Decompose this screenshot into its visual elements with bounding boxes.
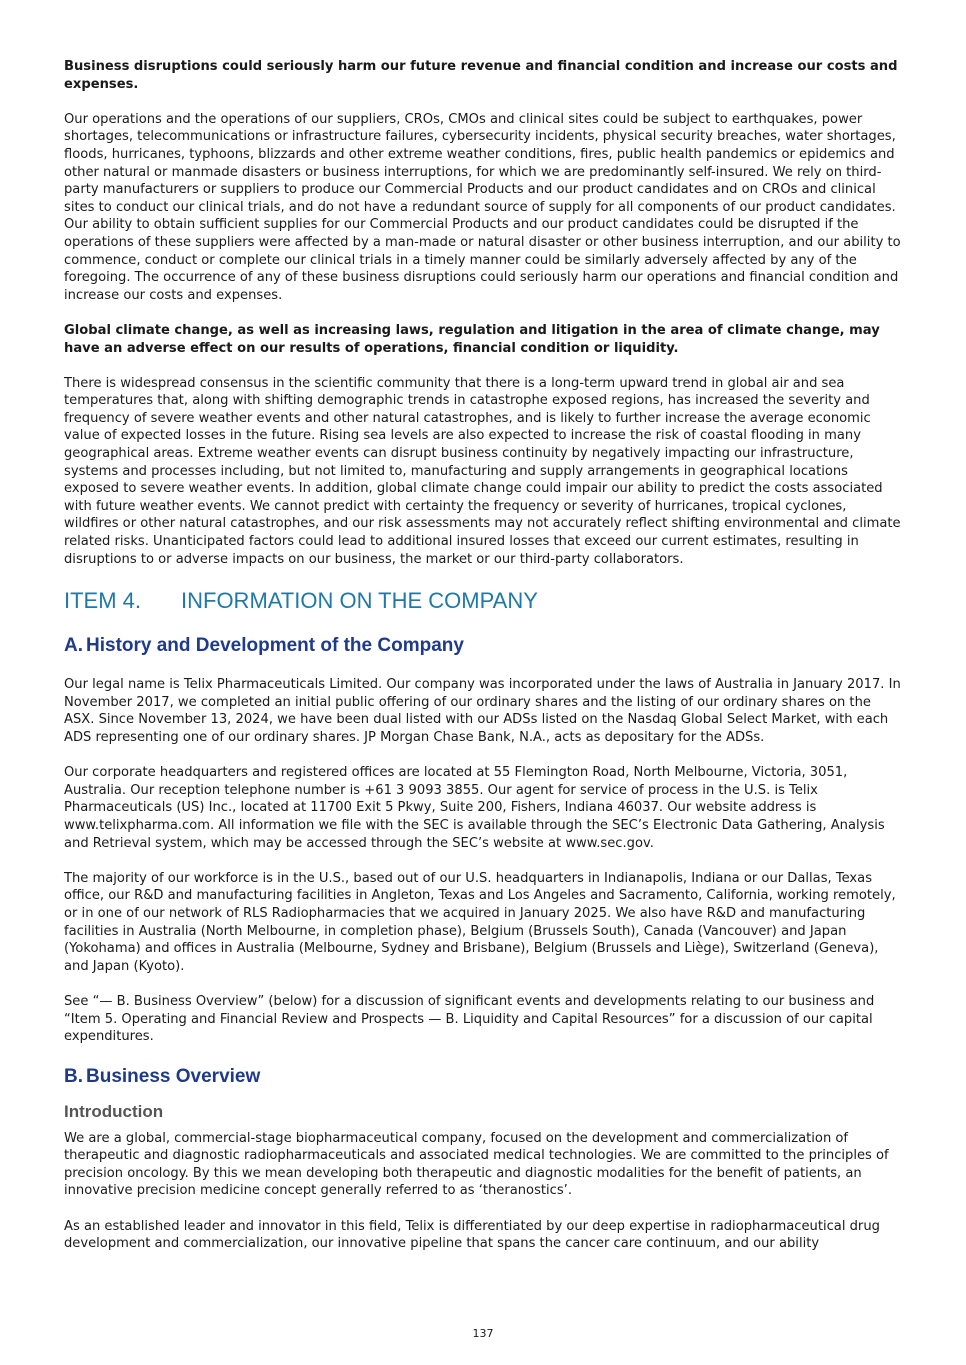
section-a-paragraph: See “— B. Business Overview” (below) for a discussion of significant events and developments relating to our business and “Item 5. Operating and Financial Review and Prospects — B. Liquidity and Capital Resources” for a discussion of our capital expenditures. bbox=[64, 993, 875, 1045]
section-a-heading bbox=[64, 633, 904, 659]
section-b-title: Business Overview bbox=[86, 1065, 261, 1087]
section-a-paragraph: Our corporate headquarters and registered offices are located at 55 Flemington Road, North Melbourne, Victoria, 3051, Australia. Our reception telephone number is +61 3 9093 3855. Our agent for service of process in the U.S. is Telix Pharmaceuticals (US) Inc., located at 11700 Exit 5 Pkwy, Suite 200, Fishers, Indiana 46037. Our website address is www.telixpharma.com. All information we file with the SEC is available through the SEC’s Electronic Data Gathering, Analysis and Retrieval system, which may be accessed through the SEC’s website at www.sec.gov. bbox=[64, 765, 885, 851]
section-b-heading bbox=[64, 1064, 904, 1090]
section-b-paragraph: We are a global, commercial-stage biopharmaceutical company, focused on the development and commercialization of therapeutic and diagnostic radiopharmaceuticals and associated medical technologies. We are committed to the principles of precision oncology. By this we mean developing both therapeutic and diagnostic modalities for the benefit of patients, an innovative precision medicine concept generally referred to as ‘theranostics’. bbox=[64, 1130, 889, 1199]
risk-body-business-disruptions: Our operations and the operations of our suppliers, CROs, CMOs and clinical sites could be subject to earthquakes, power shortages, telecommunications or infrastructure failures, cybersecurity incidents, physical security breaches, water shortages, floods, hurricanes, typhoons, blizzards and other extreme weather conditions, fires, public health pandemics or epidemics and other natural or manmade disasters or business interruptions, for which we are predominantly self-insured. We rely on third-party manufacturers or suppliers to produce our Commercial Products and our product candidates and on CROs and clinical sites to conduct our clinical trials, and do not have a redundant source of supply for all components of our product candidates. Our ability to obtain sufficient supplies for our Commercial Products and our product candidates could be disrupted if the operations of these suppliers were affected by a man-made or natural disaster or other business interruption, and our ability to commence, conduct or complete our clinical trials in a timely manner could be similarly adversely affected by any of the foregoing. The occurrence of any of these business disruptions could seriously harm our operations and financial condition and increase our costs and expenses. bbox=[64, 111, 901, 303]
page-number: 137 bbox=[472, 1327, 494, 1340]
section-b-paragraph: As an established leader and innovator in this field, Telix is differentiated by our deep expertise in radiopharmaceutical drug development and commercialization, our innovative pipeline that spans the cancer care continuum, and our ability bbox=[64, 1218, 880, 1252]
section-b-letter: B. bbox=[64, 1065, 83, 1087]
item-4-title: INFORMATION ON THE COMPANY bbox=[181, 588, 538, 614]
item-4-heading bbox=[64, 587, 904, 615]
risk-heading-business-disruptions: Business disruptions could seriously harm our future revenue and financial condition and increase our costs and expenses. bbox=[64, 59, 898, 92]
section-a-letter: A. bbox=[64, 635, 83, 657]
risk-heading-climate-change: Global climate change, as well as increasing laws, regulation and litigation in the area of climate change, may have an adverse effect on our results of operations, financial condition or liquidity. bbox=[64, 322, 880, 356]
risk-body-climate-change: There is widespread consensus in the scientific community that there is a long-term upward trend in global air and sea temperatures that, along with shifting demographic trends in catastrophe exposed regions, has increased the severity and frequency of severe weather events and other natural catastrophes, and is likely to further increase the average economic value of expected losses in the future. Rising sea levels are also expected to increase the risk of coastal flooding in many geographical areas. Extreme weather events can disrupt business continuity by negatively impacting our infrastructure, systems and processes including, but not limited to, manufacturing and supply arrangements in geographical locations exposed to severe weather events. In addition, global climate change could impair our ability to predict the costs associated with future weather events. We cannot predict with certainty the frequency or severity of hurricanes, tropical cyclones, wildfires or other natural catastrophes, and our risk assessments may not accurately reflect shifting environmental and climate related risks. Unanticipated factors could lead to additional insured losses that exceed our current estimates, resulting in disruptions to or adverse impacts on our business, the market or our third-party collaborators. bbox=[64, 375, 901, 567]
section-a-paragraph: The majority of our workforce is in the U.S., based out of our U.S. headquarters in Indianapolis, Indiana or our Dallas, Texas office, our R&D and manufacturing facilities in Angleton, Texas and Los Angeles and Sacramento, California, working remotely, or in one of our network of RLS Radiopharmacies that we acquired in January 2025. We also have R&D and manufacturing facilities in Australia (North Melbourne, in completion phase), Belgium (Brussels South), Canada (Vancouver) and Japan (Yokohama) and offices in Australia (Melbourne, Sydney and Brisbane), Belgium (Brussels and Liège), Switzerland (Geneva), and Japan (Kyoto). bbox=[64, 870, 896, 974]
section-a-title: History and Development of the Company bbox=[86, 635, 464, 657]
section-a-paragraph: Our legal name is Telix Pharmaceuticals Limited. Our company was incorporated under the laws of Australia in January 2017. In November 2017, we completed an initial public offering of our ordinary shares and the listing of our ordinary shares on the ASX. Since November 13, 2024, we have been dual listed with our ADSs listed on the Nasdaq Global Select Market, with each ADS representing one of our ordinary shares. JP Morgan Chase Bank, N.A., acts as depositary for the ADSs. bbox=[64, 677, 901, 745]
introduction-subheading: Introduction bbox=[64, 1101, 164, 1121]
item-4-number: ITEM 4. bbox=[64, 588, 142, 614]
